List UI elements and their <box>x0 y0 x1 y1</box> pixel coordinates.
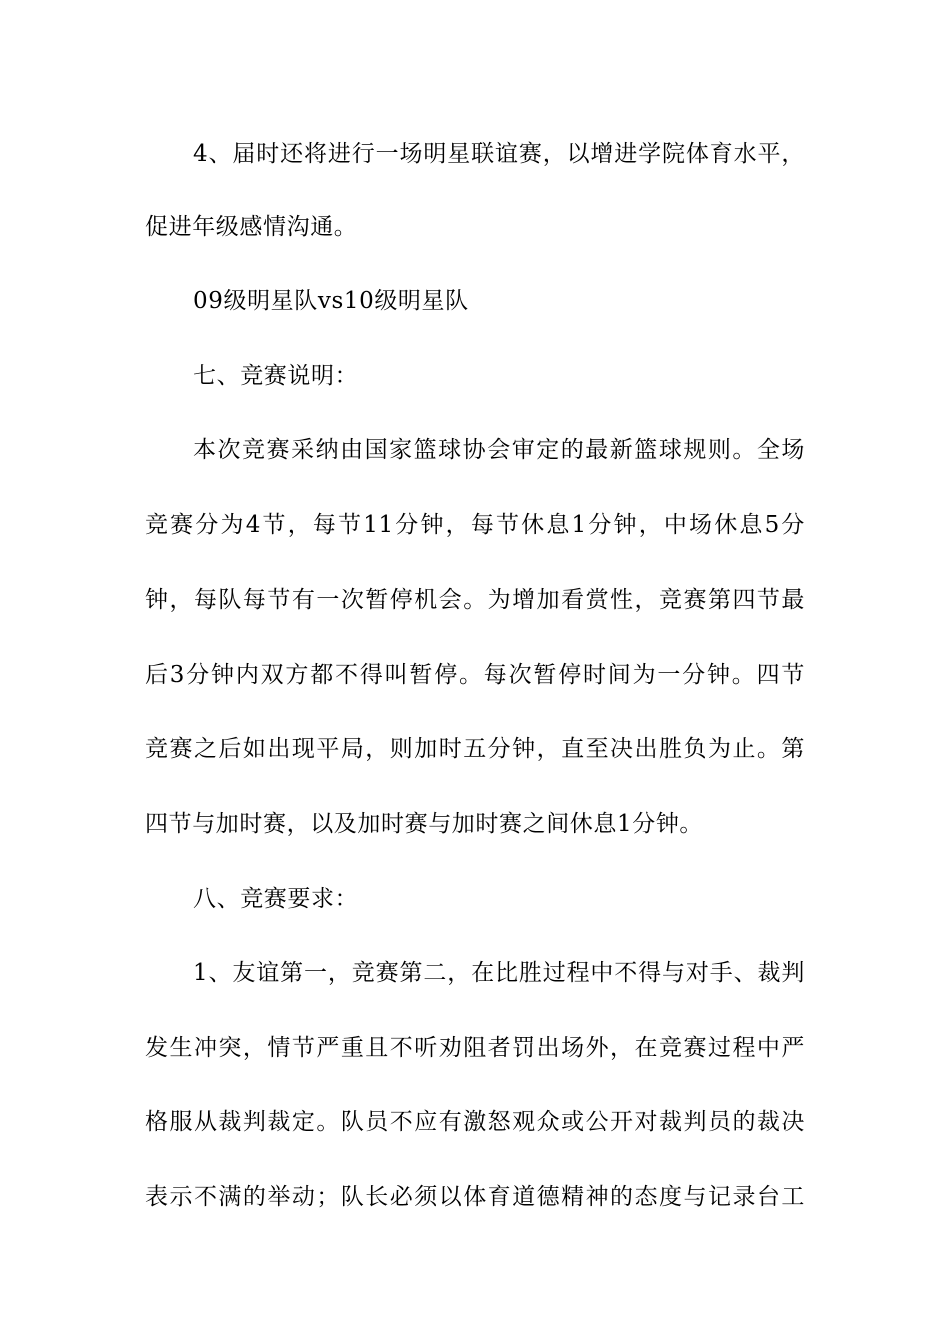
rules-line-2: 竞赛分为4节，每节11分钟，每节休息1分钟，中场休息5分 <box>145 512 805 538</box>
paragraph-4-line-1: 4、届时还将进行一场明星联谊赛，以增进学院体育水平， <box>193 141 805 167</box>
match-line: 09级明星队vs10级明星队 <box>193 288 469 314</box>
rules-line-4: 后3分钟内双方都不得叫暂停。每次暂停时间为一分钟。四节 <box>145 662 805 688</box>
requirements-line-3: 格服从裁判裁定。队员不应有激怒观众或公开对裁判员的裁决 <box>145 1109 805 1135</box>
paragraph-4-line-2: 促进年级感情沟通。 <box>145 214 358 240</box>
section-8-heading: 八、竞赛要求： <box>193 886 359 912</box>
rules-line-3: 钟，每队每节有一次暂停机会。为增加看赏性，竞赛第四节最 <box>145 587 805 613</box>
section-7-heading: 七、竞赛说明： <box>193 363 359 389</box>
requirements-line-2: 发生冲突，情节严重且不听劝阻者罚出场外，在竞赛过程中严 <box>145 1035 805 1061</box>
requirements-line-4: 表示不满的举动；队长必须以体育道德精神的态度与记录台工 <box>145 1184 805 1210</box>
requirements-line-1: 1、友谊第一，竞赛第二，在比胜过程中不得与对手、裁判 <box>193 960 805 986</box>
rules-line-5: 竞赛之后如出现平局，则加时五分钟，直至决出胜负为止。第 <box>145 736 805 762</box>
rules-line-6: 四节与加时赛，以及加时赛与加时赛之间休息1分钟。 <box>145 811 704 837</box>
rules-line-1: 本次竞赛采纳由国家篮球协会审定的最新篮球规则。全场 <box>193 437 805 463</box>
